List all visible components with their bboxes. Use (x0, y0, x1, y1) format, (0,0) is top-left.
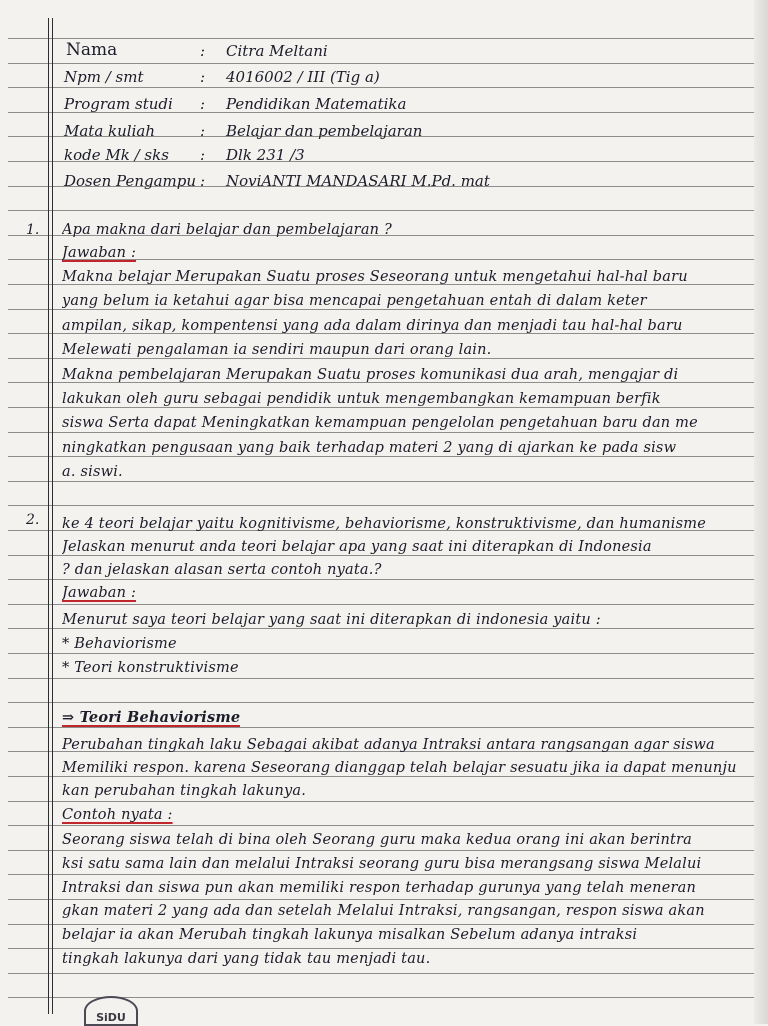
kode-label: kode Mk / sks (64, 146, 169, 164)
text-line: siswa Serta dapat Meningkatkan kemampuan pengelolan pengetahuan baru dan me (62, 415, 698, 432)
text-line: ningkatkan pengusaan yang baik terhadap materi 2 yang di ajarkan ke pada sisw (62, 439, 677, 456)
text-line: ampilan, sikap, kompentensi yang ada dalam dirinya dan menjadi tau hal-hal baru (62, 317, 683, 334)
section-title: ⇒ Teori Behaviorisme (62, 709, 241, 726)
q1-question: Apa makna dari belajar dan pembelajaran ? (62, 222, 392, 238)
ruled-line (8, 210, 760, 211)
text-line: Seorang siswa telah di bina oleh Seorang guru maka kedua orang ini akan berintra (62, 832, 692, 848)
ruled-line (8, 825, 760, 826)
text-line: ksi satu sama lain dan melalui Intraksi seorang guru bisa merangsang siswa Melalui (62, 855, 702, 872)
matkul-label: Mata kuliah (64, 122, 155, 140)
ruled-line (8, 973, 760, 974)
text-line: Jelaskan menurut anda teori belajar apa yang saat ini diterapkan di Indonesia (62, 539, 652, 556)
text-line: belajar ia akan Merubah tingkah lakunya misalkan Sebelum adanya intraksi (62, 927, 638, 944)
page-edge (754, 0, 768, 1024)
ruled-line (8, 87, 760, 88)
matkul-value: Belajar dan pembelajaran (226, 122, 423, 140)
text-line: * Teori konstruktivisme (62, 660, 239, 676)
ruled-line (8, 850, 760, 851)
ruled-line (8, 801, 760, 802)
npm-value: 4016002 / III (Tig a) (226, 68, 380, 86)
ruled-line (8, 604, 760, 605)
text-line: Makna belajar Merupakan Suatu proses Seseorang untuk mengetahui hal-hal baru (62, 269, 688, 285)
prodi-value: Pendidikan Matematika (226, 95, 407, 113)
text-line: kan perubahan tingkah lakunya. (62, 783, 307, 799)
margin-line (48, 18, 49, 1014)
kode-value: Dlk 231 /3 (226, 146, 305, 164)
text-line: ? dan jelaskan alasan serta contoh nyata.? (62, 562, 382, 579)
prodi-colon: : (200, 95, 206, 113)
ruled-line (8, 874, 760, 875)
ruled-line (8, 38, 760, 39)
text-line: Perubahan tingkah laku Sebagai akibat adanya Intraksi antara rangsangan agar siswa (62, 737, 715, 753)
text-line: Memiliki respon. karena Seseorang dianggap telah belajar sesuatu jika ia dapat menunju (62, 760, 737, 776)
ruled-line (8, 899, 760, 900)
q2-number: 2. (26, 512, 40, 528)
ruled-line (8, 702, 760, 703)
text-line: Makna pembelajaran Merupakan Suatu proses komunikasi dua arah, mengajar di (62, 366, 679, 383)
ruled-line (8, 63, 760, 64)
prodi-label: Program studi (64, 95, 173, 113)
text-line: yang belum ia ketahui agar bisa mencapai pengetahuan entah di dalam keter (62, 293, 647, 310)
text-line: ke 4 teori belajar yaitu kognitivisme, behaviorisme, konstruktivisme, dan humanisme (62, 516, 706, 532)
text-line: a. siswi. (62, 464, 123, 481)
text-line: Intraksi dan siswa pun akan memiliki respon terhadap gurunya yang telah meneran (62, 879, 697, 896)
matkul-colon: : (200, 122, 206, 140)
q1-number: 1. (26, 222, 40, 238)
dosen-value: NoviANTI MANDASARI M.Pd. mat (226, 172, 490, 190)
sidu-logo: SiDU (84, 996, 138, 1026)
text-line: tingkah lakunya dari yang tidak tau menjadi tau. (62, 951, 431, 967)
text-line: * Behaviorisme (62, 636, 177, 652)
margin-line-inner (52, 18, 53, 1014)
text-line: Menurut saya teori belajar yang saat ini diterapkan di indonesia yaitu : (62, 612, 601, 628)
npm-colon: : (200, 68, 206, 86)
text-line: gkan materi 2 yang ada dan setelah Melalui Intraksi, rangsangan, respon siswa akan (62, 903, 705, 920)
kode-colon: : (200, 146, 206, 164)
nama-value: Citra Meltani (226, 42, 328, 60)
q1-answer-label: Jawaban : (62, 245, 137, 261)
npm-label: Npm / smt (64, 68, 144, 86)
text-line: lakukan oleh guru sebagai pendidik untuk mengembangkan kemampuan berfik (62, 391, 661, 407)
dosen-label: Dosen Pengampu (64, 172, 197, 190)
text-line: Melewati pengalaman ia sendiri maupun dari orang lain. (62, 342, 492, 359)
nama-colon: : (200, 42, 206, 60)
dosen-colon: : (200, 172, 206, 190)
q2-answer-label: Jawaban : (62, 585, 137, 601)
ruled-line (8, 505, 760, 506)
ruled-line (8, 678, 760, 679)
contoh-label: Contoh nyata : (62, 807, 173, 823)
nama-label: Nama (66, 40, 118, 60)
